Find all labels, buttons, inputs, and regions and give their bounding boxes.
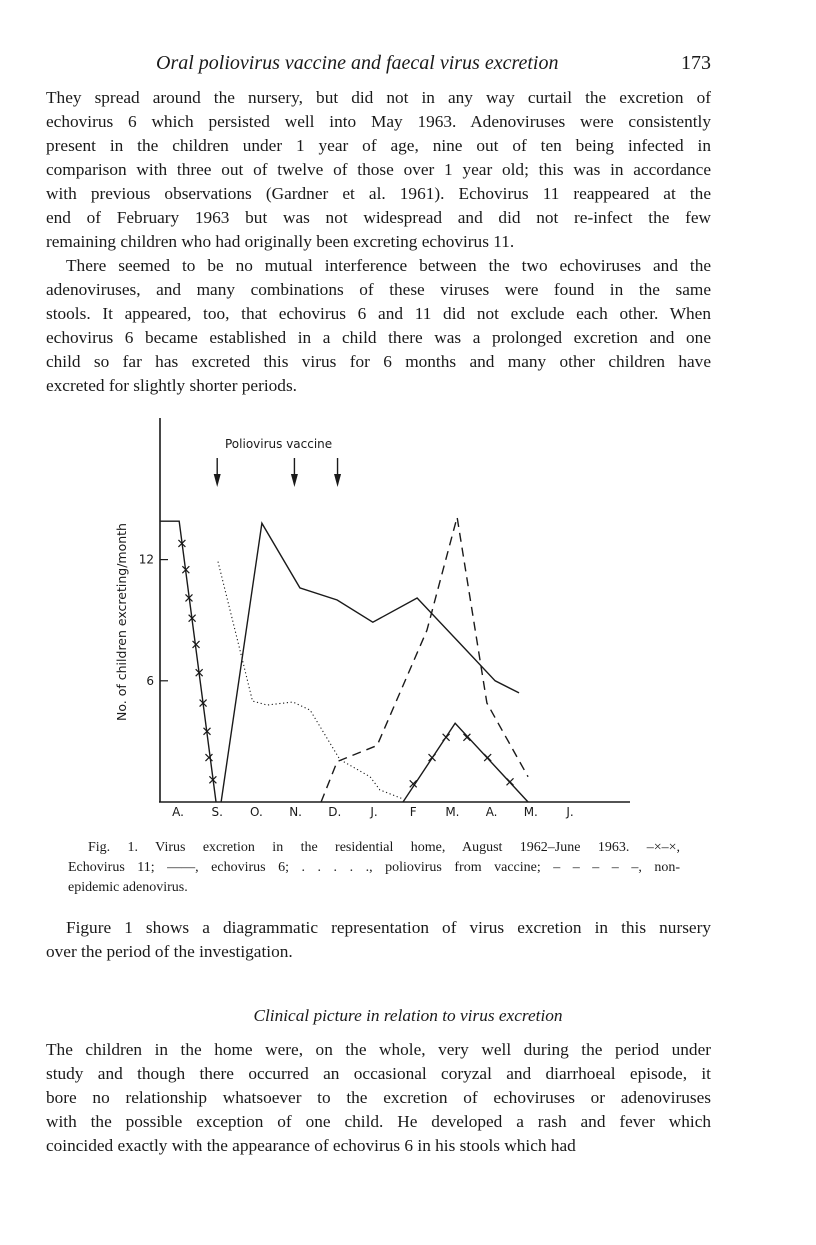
text-line: with the possible exception of one child. He developed a rash and fever which <box>46 1112 711 1131</box>
text-line: There seemed to be no mutual interference between the two echoviruses and the <box>66 256 711 275</box>
figure-caption <box>68 838 680 898</box>
y-tick-label: 6 <box>146 673 154 688</box>
series-poliovirus-from-vaccine <box>218 562 403 799</box>
text-line: Echovirus 11; ——, echovirus 6; . . . . ., poliovirus from vaccine; – – – – –, non- <box>68 860 680 875</box>
text-line: bore no relationship whatsoever to the excretion of echoviruses or adenoviruses <box>46 1088 711 1107</box>
arrow-head-icon <box>334 474 341 487</box>
running-title: Oral poliovirus vaccine and faecal virus excretion <box>156 52 559 74</box>
x-tick-label: A. <box>485 805 498 819</box>
y-tick-label: 12 <box>138 552 154 567</box>
section-heading: Clinical picture in relation to virus excretion <box>253 1006 563 1025</box>
text-line: child so far has excreted this virus for 6 months and many other children have <box>46 352 711 371</box>
x-tick-label: M. <box>445 805 460 819</box>
x-tick-label: O. <box>250 805 263 819</box>
arrow-head-icon <box>291 474 298 487</box>
x-tick-label: A. <box>172 805 184 819</box>
text-line: coincided exactly with the appearance of echovirus 6 in his stools which had <box>46 1136 576 1155</box>
text-line: Figure 1 shows a diagrammatic representation of virus excretion in this nursery <box>66 918 711 937</box>
x-tick-label: J. <box>566 805 574 819</box>
series-echovirus-6 <box>221 523 519 802</box>
x-marker <box>429 754 436 761</box>
figure-1-chart <box>110 390 650 820</box>
text-line: echovirus 6 which persisted well into May 1963. Adenoviruses were consistently <box>46 112 711 131</box>
x-tick-label: J. <box>370 805 378 819</box>
text-line: adenoviruses, and many combinations of these viruses were found in the same <box>46 280 711 299</box>
series-echovirus-11 <box>160 521 216 802</box>
x-tick-label: N. <box>289 805 302 819</box>
text-line: with previous observations (Gardner et al. 1961). Echovirus 11 reappeared at the <box>46 184 711 203</box>
text-line: end of February 1963 but was not widespread and did not re-infect the few <box>46 208 711 227</box>
text-line: They spread around the nursery, but did not in any way curtail the excretion of <box>46 88 711 107</box>
text-line: excreted for slightly shorter periods. <box>46 376 297 395</box>
text-line: present in the children under 1 year of age, nine out of ten being infected in <box>46 136 711 155</box>
x-tick-label: D. <box>328 805 342 819</box>
x-tick-label: F <box>409 805 417 819</box>
text-line: stools. It appeared, too, that echovirus 6 and 11 did not exclude each other. When <box>46 304 711 323</box>
arrow-head-icon <box>214 474 221 487</box>
x-tick-label: S. <box>211 805 223 819</box>
text-line: echovirus 6 became established in a child there was a prolonged excretion and one <box>46 328 711 347</box>
text-line: Fig. 1. Virus excretion in the residential home, August 1962–June 1963. –×–×, <box>88 840 680 855</box>
text-line: The children in the home were, on the whole, very well during the period under <box>46 1040 711 1059</box>
paragraph-2 <box>46 254 711 398</box>
running-header <box>46 52 711 78</box>
y-axis-label: No. of children excreting/month <box>114 523 129 721</box>
paragraph-1 <box>46 86 711 254</box>
x-marker <box>484 754 491 761</box>
series-echovirus-11 <box>403 723 528 802</box>
text-line: remaining children who had originally been excreting echovirus 11. <box>46 232 515 251</box>
x-marker <box>443 734 450 741</box>
x-marker <box>507 778 514 785</box>
page-number: 173 <box>681 52 711 74</box>
paragraph-4 <box>46 1038 711 1158</box>
text-line: over the period of the investigation. <box>46 942 293 961</box>
x-marker <box>205 754 212 761</box>
vaccine-annotation: Poliovirus vaccine <box>225 437 333 451</box>
x-tick-label: M. <box>523 805 538 819</box>
text-line: epidemic adenovirus. <box>68 880 188 895</box>
text-line: study and though there occurred an occasional coryzal and diarrhoeal episode, it <box>46 1064 711 1083</box>
series-non-epidemic-adenovirus <box>321 517 528 802</box>
text-line: comparison with three out of twelve of those over 1 year old; this was in accordance <box>46 160 711 179</box>
paragraph-3 <box>46 916 711 964</box>
